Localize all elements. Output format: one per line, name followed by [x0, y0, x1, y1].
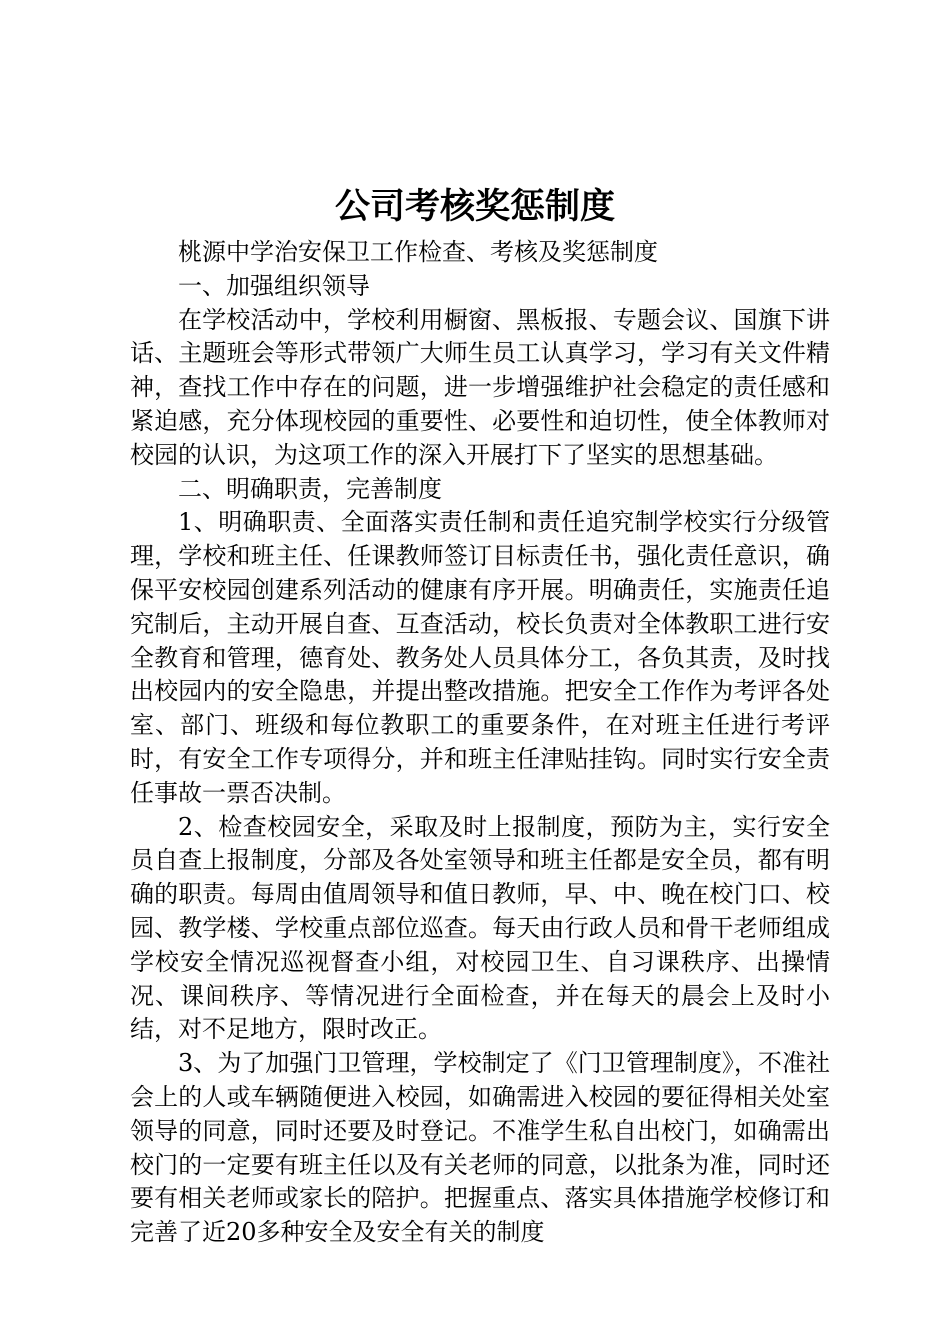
section-heading-1: 一、加强组织领导 — [178, 271, 370, 300]
body-paragraph: 1、明确职责、全面落实责任制和责任追究制学校实行分级管理，学校和班主任、任课教师签订目标责任书，强化责任意识，确保平安校园创建系列活动的健康有序开展。明确责任，实施责任追究制后，主动开展自查、互查活动，校长负责对全体教职工进行安全教育和管理，德育处、教务处人员具体分工，各负其责，及时找出校园内的安全隐患，并提出整改措施。把安全工作作为考评各处室、部门、班级和每位教职工的重要条件，在对班主任进行考评时，有安全工作专项得分，并和班主任津贴挂钩。同时实行安全责任事故一票否决制。 — [130, 508, 830, 807]
document-body — [130, 236, 830, 1250]
body-paragraph: 3、为了加强门卫管理，学校制定了《门卫管理制度》，不准社会上的人或车辆随便进入校园，如确需进入校园的要征得相关处室领导的同意，同时还要及时登记。不准学生私自出校门，如确需出校门的一定要有班主任以及有关老师的同意，以批条为准，同时还要有相关老师或家长的陪护。把握重点、落实具体措施学校修订和完善了近20多种安全及安全有关的制度 — [130, 1049, 830, 1247]
subtitle-paragraph: 桃源中学治安保卫工作检查、考核及奖惩制度 — [178, 238, 658, 266]
body-paragraph: 在学校活动中，学校利用橱窗、黑板报、专题会议、国旗下讲话、主题班会等形式带领广大师生员工认真学习，学习有关文件精神，查找工作中存在的问题，进一步增强维护社会稳定的责任感和紧迫感，充分体现校园的重要性、必要性和迫切性，使全体教师对校园的认识，为这项工作的深入开展打下了坚实的思想基础。 — [130, 305, 830, 469]
section-heading-2: 二、明确职责，完善制度 — [178, 474, 442, 503]
body-paragraph: 2、检查校园安全，采取及时上报制度，预防为主，实行安全员自查上报制度，分部及各处室领导和班主任都是安全员，都有明确的职责。每周由值周领导和值日教师，早、中、晚在校门口、校园、教学楼、学校重点部位巡查。每天由行政人员和骨干老师组成学校安全情况巡视督查小组，对校园卫生、自习课秩序、出操情况、课间秩序、等情况进行全面检查，并在每天的晨会上及时小结，对不足地方，限时改正。 — [130, 812, 830, 1044]
document-title: 公司考核奖惩制度 — [334, 187, 615, 227]
